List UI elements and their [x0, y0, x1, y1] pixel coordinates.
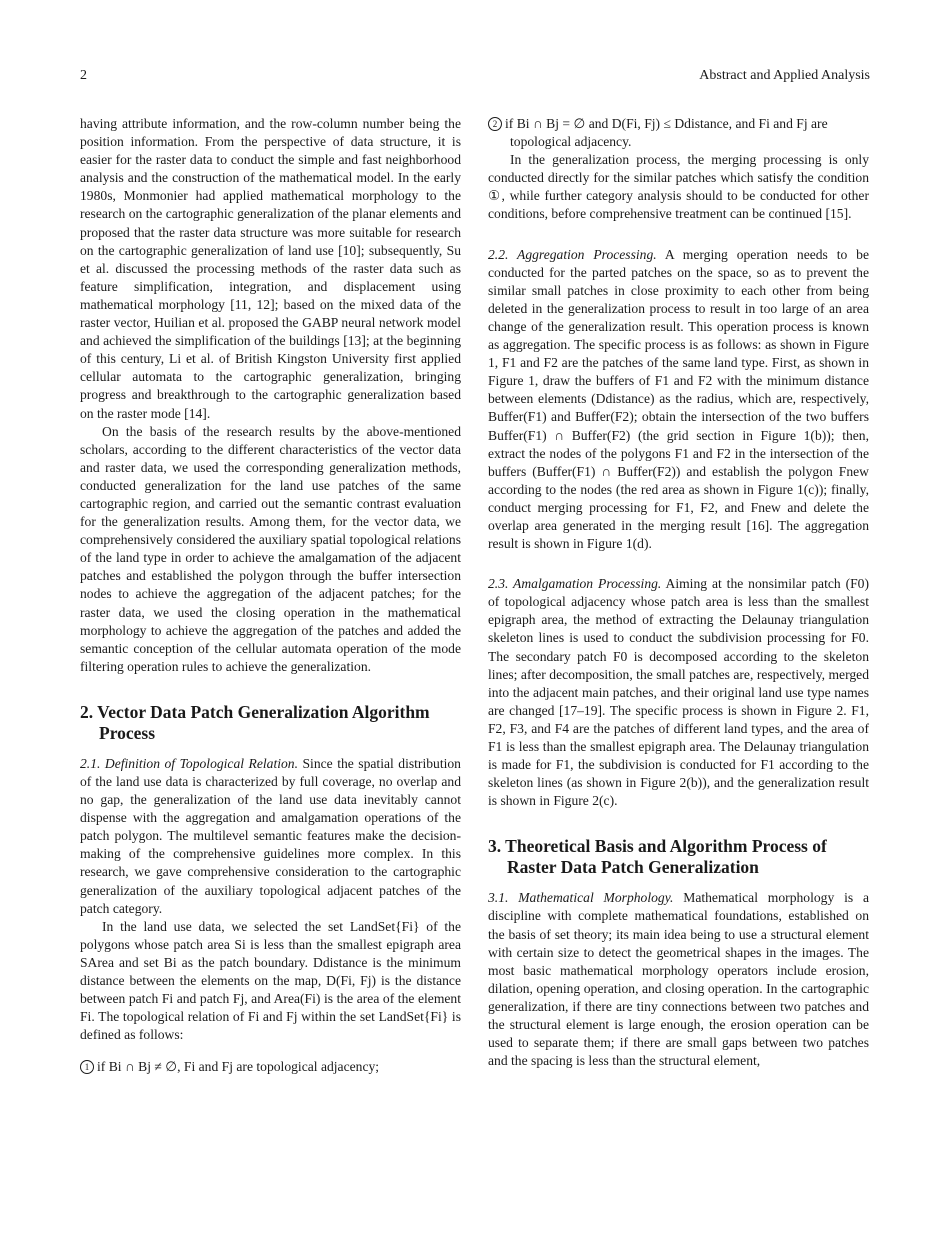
condition-1 [80, 1058, 461, 1076]
condition-text: if Bi ∩ Bj ≠ ∅, Fi and Fj are topological adjacency; [97, 1059, 380, 1075]
subsection-text: A merging operation needs to be conducted for the parted patches on the space, so as to prevent the similar small patches in close proximity to each other from being deleted in the generalization process to result in too large of an area change of the generalization result. This operation process is known as aggregation. The specific process is as follows: as shown in Figure 1, F1 and F2 are the patches of the same land type. First, as shown in Figure 1, draw the buffers of F1 and F2 with the minimum distance between elements (Ddistance) as the radius, which are, respectively, Buffer(F1) and Buffer(F2); obtain the intersection of the two buffers Buffer(F1) ∩ Buffer(F2) (the grid section in Figure 1(b)); then, extract the nodes of the polygons F1 and F2 in the intersection of the buffers (Buffer(F1) ∩ Buffer(F2)) and establish the polygon Fnew according to the nodes (the red area as shown in Figure 1(c)); finally, conduct merging processing for F1, F2, and Fnew and delete the overlap area generated in the merging result [16]. The aggregation result is shown in Figure 1(d). [488, 246, 870, 552]
subsection-text: Since the spatial distribution of the land use data is characterized by full coverage, no overlap and no gap, the generalization of the land use data inevitably cannot dispense with the aggregation and amalgamation operations of the patch polygon. The multilevel semantic features make the decision-making of the comprehensive guidelines more complex. In this research, we gave comprehensive consideration to the cartographic generalization of the auxiliary topological adjacent patches of the patch category. [80, 755, 461, 916]
paragraph: In the land use data, we selected the set LandSet{Fi} of the polygons whose patch area Si is less than the smallest epigraph area SArea and set Bi as the patch boundary. Ddistance is the minimum distance between the elements on the map, D(Fi, Fj) is the distance between patch Fi and patch Fj, and Area(Fi) is the area of the element Fi. The topological relation of Fi and Fj within the set LandSet{Fi} is defined as follows: [80, 918, 461, 1043]
subsection-heading: 2.3. Amalgamation Processing. [488, 576, 662, 592]
paragraph: having attribute information, and the row-column number being the position information. From the perspective of data structure, it is easier for the raster data to conduct the simple and fast neighborhood analysis and the construction of the mathematical model. In the early 1980s, Monmonier had applied mathematical morphology to the research on the cartographic generalization of the planar elements and proposed that the raster data structure was more suitable for research on the cartographic generalization of land use [10]; subsequently, Su et al. discussed the processing methods of the raster data such as feature simplification, integration, and displacement using mathematical morphology [11, 12]; based on the mixed data of the raster vector, Huilian et al. proposed the GABP neural network model and achieved the simplification of the buildings [13]; at the beginning of this century, Li et al. of British Kingston University first applied cellular automata to the cartographic generalization, bringing progress and breakthrough to the cartographic generalization based on the raster mode [14]. [80, 116, 461, 421]
subsection-2-3 [488, 575, 869, 810]
subsection-2-2 [488, 246, 869, 554]
section-heading-2: 2. Vector Data Patch Generalization Algorithm Process [80, 701, 430, 743]
left-column [80, 115, 461, 1077]
subsection-2-1 [80, 755, 461, 918]
circled-number: 2 [488, 117, 502, 131]
subsection-heading: 2.2. Aggregation Processing. [488, 246, 657, 262]
condition-text: if Bi ∩ Bj = ∅ and D(Fi, Fj) ≤ Ddistance, and Fi and Fj are topological adjacency. [505, 116, 828, 150]
paragraph: In the generalization process, the merging processing is only conducted directly for the similar patches which satisfy the condition ①, while further category analysis should to be conducted for other conditions, before comprehensive treatment can be continued [15]. [488, 152, 869, 222]
subsection-text: Mathematical morphology is a discipline with complete mathematical foundations, established on the basis of set theory; its main idea being to use a structural element with certain size to detect the geometrical shapes in the images. The most basic mathematical morphology operators include erosion, dilation, opening operation, and closing operation. In the cartographic generalization, if there are tiny connections between two patches and the structural element is large enough, the erosion operation can be used to separate them; if there are small gaps between two patches and the spacing is less than the structural element, [488, 890, 869, 1069]
subsection-heading: 2.1. Definition of Topological Relation. [80, 755, 298, 771]
right-column [488, 115, 869, 1070]
subsection-3-1 [488, 889, 869, 1070]
section-heading-3: 3. Theoretical Basis and Algorithm Process of Raster Data Patch Generalization [488, 836, 827, 878]
paragraph: On the basis of the research results by the above-mentioned scholars, according to the different characteristics of the vector data and raster data, we used the corresponding generalization methods, conducted generalization for the land use patches of the same cartographic region, and carried out the semantic contrast evaluation for the generalization results. Among them, for the vector data, we comprehensively considered the auxiliary spatial topological relations of the land type in order to achieve the amalgamation of the adjacent patches and established the polygon through the buffer intersection nodes to achieve the aggregation of the adjacent patches; for the raster data, we used the closing operation in the mathematical morphology to achieve the aggregation of the patches and added the semantic conception of the cellular automata operation of the mode filtering operation rules to achieve the generalization. [80, 423, 461, 674]
page-number: 2 [80, 68, 87, 83]
condition-2 [488, 115, 869, 151]
journal-title: Abstract and Applied Analysis [699, 68, 870, 83]
subsection-heading: 3.1. Mathematical Morphology. [488, 890, 674, 906]
circled-number: 1 [80, 1060, 94, 1074]
subsection-text: Aiming at the nonsimilar patch (F0) of topological adjacency whose patch area is less than the smallest epigraph area, the method of extracting the Delaunay triangulation skeleton lines is used to conduct the subdivision processing for F0. The secondary patch F0 is decomposed according to the skeleton lines; after decomposition, the small patches are, respectively, merged into the adjacent main patches, and their original land use type names are changed [17–19]. The specific process is shown in Figure 2. F1, F2, F3, and F4 are the patches of different land types, and the area of F1 is less than the smallest epigraph area. The Delaunay triangulation is made for F1, the subdivision is conducted for F1 according to the skeleton lines (as shown in Figure 2(b)), and the generalization result is shown in Figure 2(c). [488, 576, 869, 809]
